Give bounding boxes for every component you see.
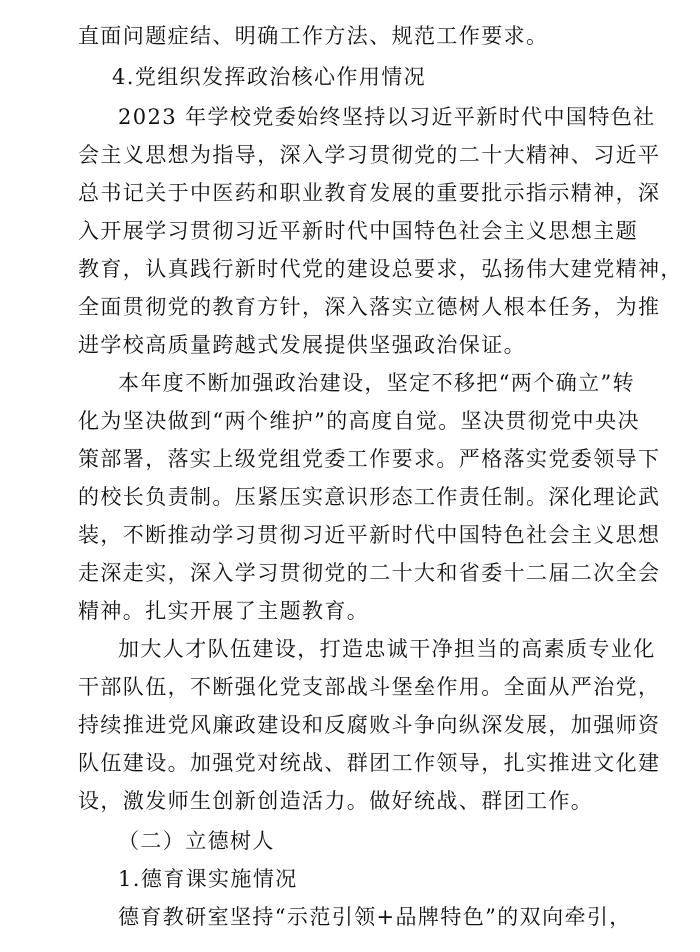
body-line-20: 队伍建设。加强党对统战、群团工作领导，扎实推进文化建 (78, 751, 661, 775)
body-line-16: 精神。扎实开展了主题教育。 (78, 599, 370, 623)
body-line-7: 教育，认真践行新时代党的建设总要求，弘扬伟大建党精神， (78, 257, 683, 281)
body-line-15: 走深走实，深入学习贯彻党的二十大和省委十二届二次全会 (78, 561, 661, 585)
body-line-21: 设，激发师生创新创造活力。做好统战、群团工作。 (78, 789, 594, 813)
body-line-13: 的校长负责制。压紧压实意识形态工作责任制。深化理论武 (78, 485, 661, 509)
body-line-8: 全面贯彻党的教育方针，深入落实立德树人根本任务，为推 (78, 295, 661, 319)
subsection-heading-4: 4.党组织发挥政治核心作用情况 (112, 65, 427, 89)
body-line-24: 德育教研室坚持“示范引领+品牌特色”的双向牵引， (118, 905, 632, 929)
section-heading: （二）立德树人 (118, 829, 275, 853)
body-line-11: 化为坚决做到“两个维护”的高度自觉。坚决贯彻党中央决 (78, 409, 640, 433)
body-line-18: 干部队伍，不断强化党支部战斗堡垒作用。全面从严治党， (78, 675, 661, 699)
body-line-17: 加大人才队伍建设，打造忠诚干净担当的高素质专业化 (118, 637, 656, 661)
body-line-14: 装，不断推动学习贯彻习近平新时代中国特色社会主义思想 (78, 523, 661, 547)
body-line-19: 持续推进党风廉政建设和反腐败斗争向纵深发展，加强师资 (78, 713, 661, 737)
body-line-5: 总书记关于中医药和职业教育发展的重要批示指示精神，深 (78, 181, 661, 205)
body-line-12: 策部署，落实上级党组党委工作要求。严格落实党委领导下 (78, 447, 661, 471)
body-line-1: 直面问题症结、明确工作方法、规范工作要求。 (78, 24, 549, 48)
body-line-3: 2023 年学校党委始终坚持以习近平新时代中国特色社 (118, 105, 656, 129)
body-line-6: 入开展学习贯彻习近平新时代中国特色社会主义思想主题 (78, 219, 638, 243)
body-line-10: 本年度不断加强政治建设，坚定不移把“两个确立”转 (118, 371, 636, 395)
body-line-9: 进学校高质量跨越式发展提供坚强政治保证。 (78, 333, 526, 357)
subsection-heading-1: 1.德育课实施情况 (118, 867, 298, 891)
body-line-4: 会主义思想为指导，深入学习贯彻党的二十大精神、习近平 (78, 143, 661, 167)
